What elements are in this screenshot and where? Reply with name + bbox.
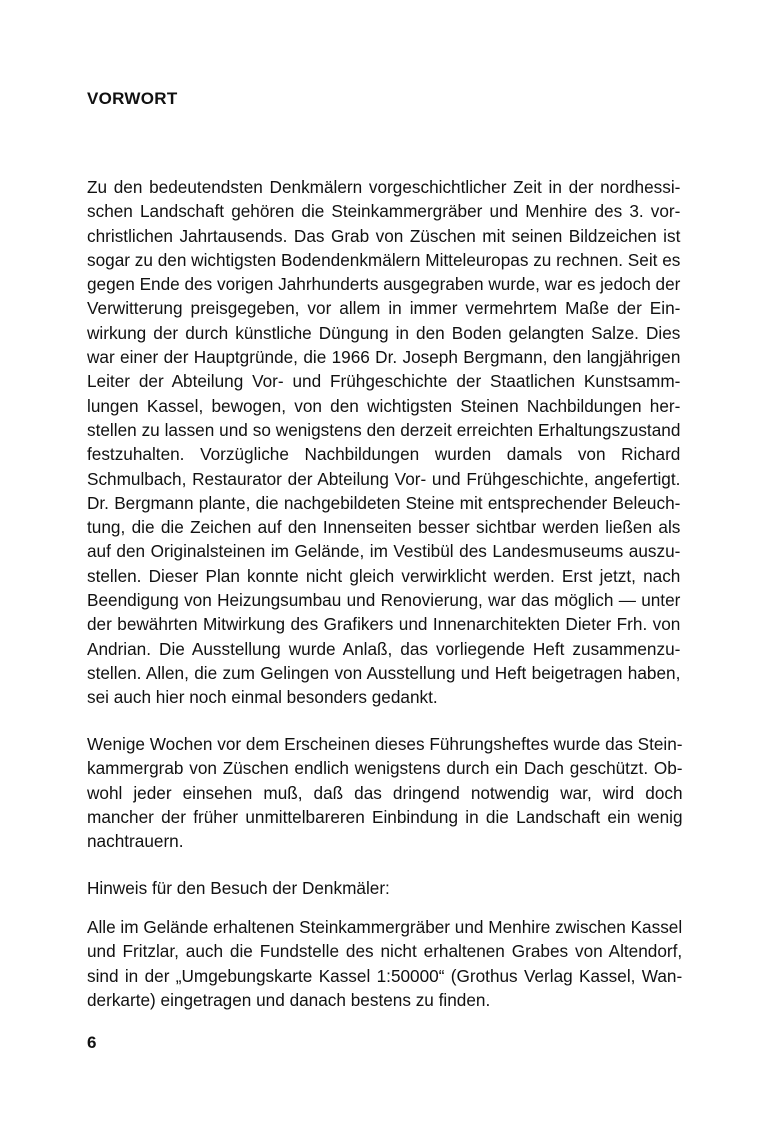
text-line: christlichen Jahrtausends. Das Grab von Züschen mit seinen Bildzeichen ist xyxy=(87,225,681,246)
text-line: stellen. Dieser Plan konnte nicht gleich verwirklicht werden. Erst jetzt, nach xyxy=(87,565,681,586)
text-line: stellen. Allen, die zum Gelingen von Ausstellung und Heft beigetragen haben, xyxy=(87,662,681,683)
text-line: Verwitterung preisgegeben, vor allem in immer vermehrtem Maße der Ein- xyxy=(87,298,681,319)
visit-hint-heading xyxy=(87,876,390,900)
text-line: wirkung der durch künstliche Düngung in den Boden gelangten Salze. Dies xyxy=(87,322,681,343)
text-line: stellen zu lassen und so wenigstens den derzeit erreichten Erhaltungszustand xyxy=(87,419,681,440)
text-line: der bewährten Mitwirkung des Grafikers und Innenarchitekten Dieter Frh. von xyxy=(87,614,681,635)
text-line: kammergrab von Züschen endlich wenigstens durch ein Dach geschützt. Ob- xyxy=(87,758,683,779)
text-line: sogar zu den wichtigsten Bodendenkmälern Mitteleuropas zu rechnen. Seit es xyxy=(87,249,681,270)
text-line: derkarte) eingetragen und danach bestens zu finden. xyxy=(87,989,491,1010)
paragraph-foreword xyxy=(87,175,680,710)
text-line: mancher der früher unmittelbareren Einbindung in die Landschaft ein wenig xyxy=(87,806,683,827)
text-line: und Fritzlar, auch die Fundstelle des nicht erhaltenen Grabes von Altendorf, xyxy=(87,941,683,962)
text-line: festzuhalten. Vorzügliche Nachbildungen wurden damals von Richard xyxy=(87,444,681,465)
text-line: gegen Ende des vorigen Jahrhunderts ausgegraben wurde, war es jedoch der xyxy=(87,274,681,295)
page-number: 6 xyxy=(87,1033,97,1052)
text-line: Leiter der Abteilung Vor- und Frühgeschichte der Staatlichen Kunstsamm- xyxy=(87,371,681,392)
text-line: schen Landschaft gehören die Steinkammergräber und Menhire des 3. vor- xyxy=(87,201,681,222)
document-page xyxy=(87,89,715,1010)
paragraph-visit-hint xyxy=(87,915,682,1012)
text-line: Dr. Bergmann plante, die nachgebildeten Steine mit entsprechender Beleuch- xyxy=(87,492,681,513)
text-line: Wenige Wochen vor dem Erscheinen dieses Führungsheftes wurde das Stein- xyxy=(87,734,683,754)
text-line: war einer der Hauptgründe, die 1966 Dr. Joseph Bergmann, den langjährigen xyxy=(87,347,681,368)
text-line: Andrian. Die Ausstellung wurde Anlaß, das vorliegende Heft zusammenzu- xyxy=(87,638,681,659)
text-line: tung, die die Zeichen auf den Innenseiten besser sichtbar werden ließen als xyxy=(87,517,681,538)
section-heading: VORWORT xyxy=(87,89,178,108)
text-line: Hinweis für den Besuch der Denkmäler: xyxy=(87,878,390,898)
text-line: sind in der „Umgebungskarte Kassel 1:50000“ (Grothus Verlag Kassel, Wan- xyxy=(87,965,683,986)
paragraph-roof-note xyxy=(87,732,683,853)
text-line: wohl jeder einsehen muß, daß das dringend notwendig war, wird doch xyxy=(87,782,683,803)
text-line: lungen Kassel, bewogen, von den wichtigsten Steinen Nachbildungen her- xyxy=(87,395,681,416)
text-line: nachtrauern. xyxy=(87,831,184,852)
text-line: Zu den bedeutendsten Denkmälern vorgeschichtlicher Zeit in der nordhessi- xyxy=(87,177,681,197)
text-line: Alle im Gelände erhaltenen Steinkammergräber und Menhire zwischen Kassel xyxy=(87,917,683,937)
text-line: Beendigung von Heizungsumbau und Renovierung, war das möglich — unter xyxy=(87,590,681,611)
text-line: Schmulbach, Restaurator der Abteilung Vor- und Frühgeschichte, angefertigt. xyxy=(87,468,681,489)
text-line: sei auch hier noch einmal besonders gedankt. xyxy=(87,687,438,708)
text-line: auf den Originalsteinen im Gelände, im Vestibül des Landesmuseums auszu- xyxy=(87,541,681,562)
